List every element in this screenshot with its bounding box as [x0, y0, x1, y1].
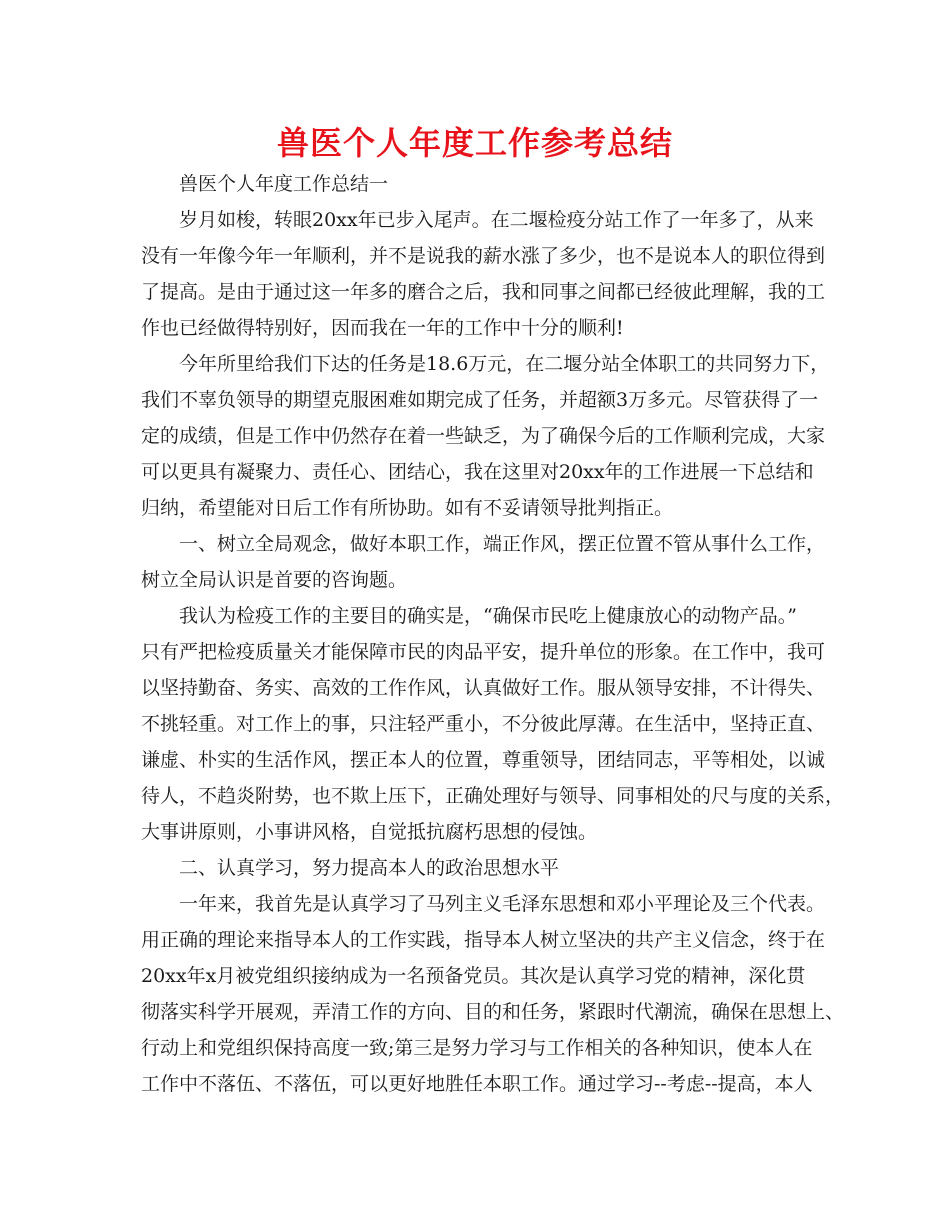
paragraph-line: 作也已经做得特别好，因而我在一年的工作中十分的顺利! [141, 317, 624, 339]
paragraph-line: 谦虚、朴实的生活作风，摆正本人的位置，尊重领导，团结同志，平等相处，以诚 [141, 749, 826, 771]
paragraph-line: 我认为检疫工作的主要目的确实是，“确保市民吃上健康放心的动物产品。” [179, 605, 797, 627]
paragraph [141, 886, 845, 1102]
paragraph-line: 一、树立全局观念，做好本职工作，端正作风，摆正位置不管从事什么工作， [179, 533, 826, 555]
paragraph-line: 工作中不落伍、不落伍，可以更好地胜任本职工作。通过学习--考虑--提高，本人 [141, 1073, 813, 1095]
paragraph-line: 彻落实科学开展观，弄清工作的方向、目的和任务，紧跟时代潮流，确保在思想上、 [141, 1001, 845, 1023]
paragraph-line: 行动上和党组织保持高度一致;第三是努力学习与工作相关的各种知识，使本人在 [141, 1037, 813, 1059]
paragraph-line: 了提高。是由于通过这一年多的磨合之后，我和同事之间都已经彼此理解，我的工 [141, 281, 826, 303]
paragraph-line: 可以更具有凝聚力、责任心、团结心，我在这里对20xx年的工作进展一下总结和 [141, 461, 814, 483]
paragraph-line: 今年所里给我们下达的任务是18.6万元，在二堰分站全体职工的共同努力下， [179, 353, 830, 375]
paragraph-line: 20xx年x月被党组织接纳成为一名预备党员。其次是认真学习党的精神，深化贯 [141, 965, 806, 987]
paragraph-line: 只有严把检疫质量关才能保障市民的肉品平安，提升单位的形象。在工作中，我可 [141, 641, 826, 663]
paragraph [141, 526, 826, 598]
paragraph-line: 兽医个人年度工作总结一 [179, 173, 389, 195]
document-body [141, 166, 845, 1102]
paragraph-line: 以坚持勤奋、务实、高效的工作作风，认真做好工作。服从领导安排，不计得失、 [141, 677, 826, 699]
paragraph [141, 166, 821, 202]
paragraph-line: 一年来，我首先是认真学习了马列主义毛泽东思想和邓小平理论及三个代表。 [179, 893, 826, 915]
paragraph-line: 归纳，希望能对日后工作有所协助。如有不妥请领导批判指正。 [141, 497, 674, 519]
paragraph-line: 岁月如梭，转眼20xx年已步入尾声。在二堰检疫分站工作了一年多了，从来 [179, 209, 814, 231]
paragraph-line: 大事讲原则，小事讲风格，自觉抵抗腐朽思想的侵蚀。 [141, 821, 598, 843]
paragraph [141, 346, 830, 526]
paragraph-line: 树立全局认识是首要的咨询题。 [141, 569, 408, 591]
paragraph-line: 定的成绩，但是工作中仍然存在着一些缺乏，为了确保今后的工作顺利完成，大家 [141, 425, 826, 447]
paragraph [141, 598, 845, 850]
paragraph-line: 不挑轻重。对工作上的事，只注轻严重小，不分彼此厚薄。在生活中，坚持正直、 [141, 713, 826, 735]
paragraph-line: 二、认真学习，努力提高本人的政治思想水平 [179, 857, 560, 879]
paragraph-line: 我们不辜负领导的期望克服困难如期完成了任务，并超额3万多元。尽管获得了一 [141, 389, 819, 411]
paragraph-line: 没有一年像今年一年顺利，并不是说我的薪水涨了多少，也不是说本人的职位得到 [141, 245, 826, 267]
paragraph [141, 850, 821, 886]
paragraph-line: 待人，不趋炎附势，也不欺上压下，正确处理好与领导、同事相处的尺与度的关系， [141, 785, 845, 807]
document-title: 兽医个人年度工作参考总结 [276, 124, 673, 162]
paragraph-line: 用正确的理论来指导本人的工作实践，指导本人树立坚决的共产主义信念，终于在 [141, 929, 826, 951]
paragraph [141, 202, 826, 346]
